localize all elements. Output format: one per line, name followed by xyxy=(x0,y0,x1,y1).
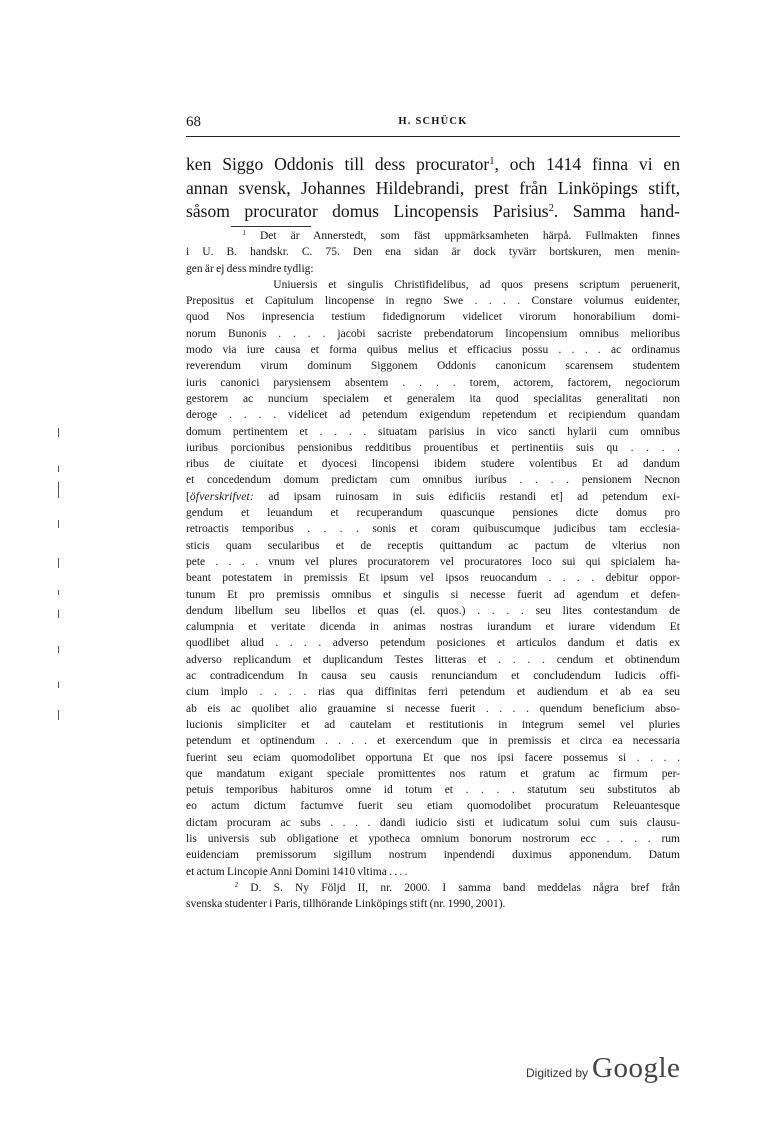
latin-line: petendum et optinendum . . . . et exercendum que in premissis et circa ea necessaria xyxy=(186,735,680,748)
latin-line: cium implo . . . . rias qua diffinitas ferri petendum et audiendum et ab ea seu xyxy=(186,686,680,699)
footnotes xyxy=(186,228,680,912)
page-header xyxy=(186,114,680,137)
footnote-separator xyxy=(231,226,311,227)
latin-line: que mandatum exigant speciale promittentes nos ratum et gratum ac firmum per- xyxy=(186,767,680,780)
latin-line: pete . . . . vnum vel plures procuratorem vel procuratores loco sui qui spicialem ha- xyxy=(186,555,680,568)
latin-line: domum pertinentem et . . . . situatam parisius in vico sancti hylarii cum omnibus xyxy=(186,425,680,438)
latin-line: et concedendum domum predictam cum omnibus iuribus . . . . pensionem Necnon xyxy=(186,474,680,487)
body-line: annan svensk, Johannes Hildebrandi, prest från Linköpings stift, xyxy=(186,177,680,198)
footnote-marker: 1 xyxy=(242,230,246,238)
latin-line: et actum Lincopie Anni Domini 1410 vltima . . . . xyxy=(186,865,408,878)
page-number: 68 xyxy=(186,114,201,130)
footnote-line: i U. B. handskr. C. 75. Den ena sidan är dock tyvärr bortskuren, men menin- xyxy=(186,246,680,259)
latin-line: iuribus porcionibus pensionibus redditibus prouentibus et pertinentiis suis qu . . . . xyxy=(186,441,680,454)
latin-line: quodlibet aliud . . . . adverso petendum posiciones et articulos dandum et datis ex xyxy=(186,637,680,650)
editorial-note: öfverskrifvet: xyxy=(189,490,254,503)
footnote-ref[interactable]: 2 xyxy=(548,203,554,215)
footnote-line: gen är ej dess mindre tydlig: xyxy=(186,262,314,275)
latin-line: lis universis sub obligatione et ypotheca omnium bonorum nostrorum ecc . . . . rum xyxy=(186,832,680,845)
watermark-prefix: Digitized by xyxy=(526,1066,589,1080)
latin-line: gendum et leuandum et recuperandum quascunque pensiones dicte domus pro xyxy=(186,507,680,520)
latin-line: Prepositus et Capitulum lincopense in regno Swe . . . . Constare volumus euidenter, xyxy=(186,295,680,308)
footnote-line: $^1$ Det är Annerstedt, som fäst uppmärksamheten härpå. Fullmakten finnes xyxy=(242,230,680,242)
latin-line: eo actum dictum factumve fuerit seu etiam quomodolibet procuratum Releuantesque xyxy=(186,800,680,813)
latin-line: ac contradicendum In causa seu causis renunciandum et concludendum Iudicis offi- xyxy=(186,670,680,683)
latin-line: tunum Et pro premissis omnibus et singulis si necesse fuerit ad agendum et defen- xyxy=(186,588,680,601)
body-line: ken Siggo Oddonis till dess procurator$^1$, och 1414 finna vi en xyxy=(186,154,680,174)
footnote-marker: 2 xyxy=(234,882,239,890)
latin-line: iuris canonici parysiensem absentem . . . . torem, actorem, factorem, negociorum xyxy=(186,376,680,389)
latin-line: calumpnia et veritate dicenda in animas nostras iurandum et iurare videndum Et xyxy=(186,621,680,634)
latin-line: petuis temporibus habituros omne id totum et . . . . statutum seu substitutos ab xyxy=(186,784,680,797)
latin-line: dictam procuram ac subs . . . . dandi iudicio sisti et iudicatum solui cum suis clausu- xyxy=(186,816,680,829)
latin-line: [öfverskrifvet: ad ipsam ruinosam in suis edificiis restandi et] ad petendum exi- xyxy=(186,490,680,503)
latin-line: reverendum virum dominum Siggonem Oddonis canonicum scarensem studentem xyxy=(186,360,680,373)
latin-line: dendum libellum seu libellos et quas (el. quos.) . . . . seu lites contestandum de xyxy=(186,604,680,617)
footnote-line: svenska studenter i Paris, tillhörande Linköpings stift (nr. 1990, 2001). xyxy=(186,898,506,911)
latin-line: gestorem ac nuncium specialem et generalem ita quod specialitas generalitati non xyxy=(186,392,680,405)
digitized-by-google-watermark xyxy=(526,1052,680,1085)
latin-line: deroge . . . . videlicet ad petendum exigendum repetendum et recipiendum quandam xyxy=(186,409,680,422)
latin-line: quod Nos inpresencia testium fidedignorum videlicet virorum honorabilium domi- xyxy=(186,311,680,324)
latin-line: modo via iure causa et forma quibus melius et efficacius possu . . . . ac ordinamus xyxy=(186,344,680,357)
latin-line: euidenciam premissorum sigillum nostrum inpendendi duximus apponendum. Datum xyxy=(186,849,680,862)
margin-scan-marks xyxy=(58,420,66,740)
latin-line: adverso replicandum et duplicandum Testes litteras et . . . . cendum et obtinendum xyxy=(186,653,680,666)
latin-line: sticis quam secularibus et de receptis quittandum ac pactum de vlterius non xyxy=(186,539,680,552)
footnote-ref[interactable]: 1 xyxy=(489,156,495,168)
running-head: H. SCHÜCK xyxy=(398,116,468,127)
latin-line: retroactis temporibus . . . . sonis et coram quibuscumque judicibus tam ecclesia- xyxy=(186,523,680,536)
latin-line: ab eis ac quolibet alio grauamine si necesse fuerit . . . . quendum beneficium abso- xyxy=(186,702,680,715)
footnote-line: $^2$ D. S. Ny Följd II, nr. 2000. I samma band meddelas några bref från xyxy=(234,881,680,894)
latin-line: fuerint seu eciam quomodolibet opportuna Et que nos ipsi facere possemus si . . . . xyxy=(186,751,680,764)
body-line: såsom procurator domus Lincopensis Parisius$^2$. Samma hand- xyxy=(186,201,681,221)
latin-line: beant potestatem in premissis Et ipsum vel ipsos reuocandum . . . . debitur oppor- xyxy=(186,572,680,585)
latin-line: Uniuersis et singulis Christifidelibus, ad quos presens scriptum peruenerit, xyxy=(273,278,680,291)
main-text xyxy=(186,153,680,224)
latin-line: lucionis simpliciter et ad cautelam et restitutionis in integrum semel vel pluries xyxy=(186,718,680,731)
google-logo: Google xyxy=(592,1052,681,1084)
latin-line: norum Bunonis . . . . jacobi sacriste prebendatorum lincopensium omnibus melioribus xyxy=(186,327,680,340)
latin-line: ribus de ciuitate et dyocesi lincopensi ibidem studere volentibus Et ad dandum xyxy=(186,458,680,471)
